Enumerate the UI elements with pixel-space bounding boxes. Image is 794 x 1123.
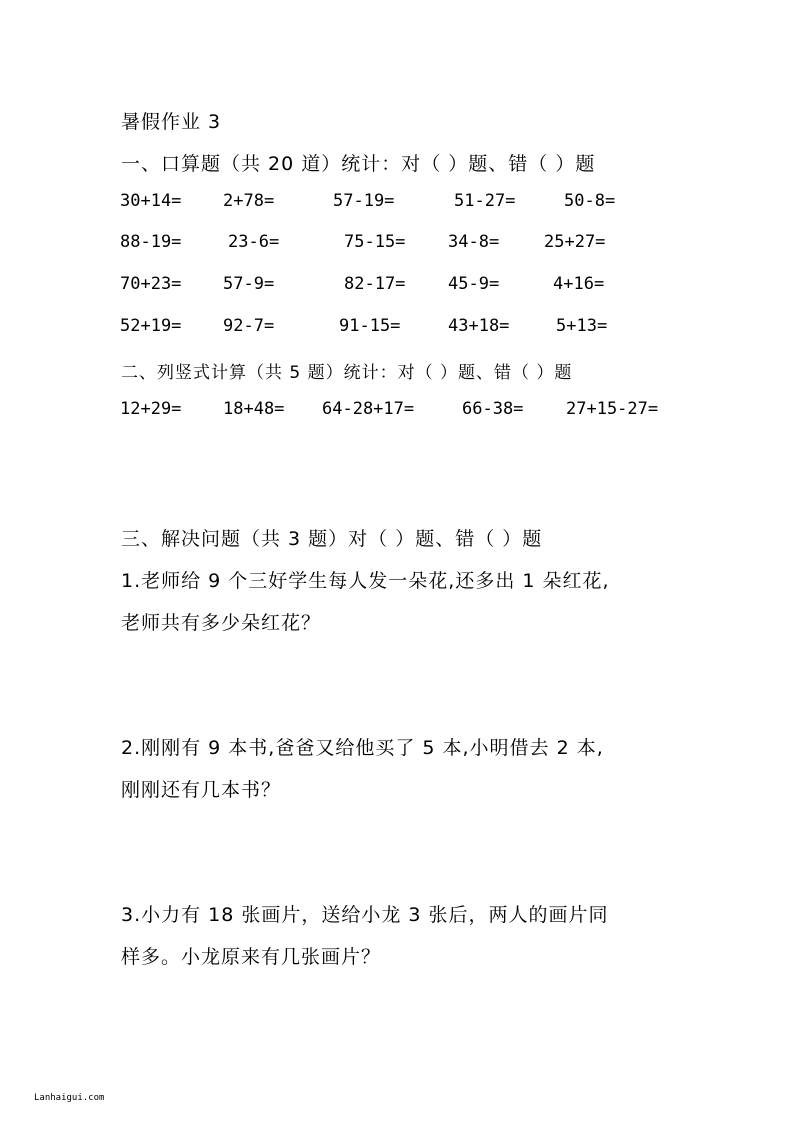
arithmetic-problem: 82-17= [344,274,406,294]
word-problem-text: 2.刚刚有 9 本书,爸爸又给他买了 5 本,小明借去 2 本, [121,737,604,759]
column-problem: 18+48= [223,399,285,419]
column-problem: 64-28+17= [322,399,415,419]
arithmetic-problem: 52+19= [120,316,182,336]
column-problem: 12+29= [120,399,182,419]
arithmetic-problem: 23-6= [228,232,280,252]
section1-heading: 一、口算题（共 20 道）统计：对（ ）题、错（ ）题 [121,153,596,175]
worksheet-title: 暑假作业 3 [121,111,222,133]
arithmetic-problem: 30+14= [120,191,182,211]
arithmetic-problem: 51-27= [454,191,516,211]
word-problem-text: 3.小力有 18 张画片，送给小龙 3 张后，两人的画片同 [121,904,609,926]
column-problem: 27+15-27= [566,399,659,419]
arithmetic-problem: 70+23= [120,274,182,294]
arithmetic-problem: 75-15= [344,232,406,252]
word-problem-text: 样多。小龙原来有几张画片？ [121,946,382,968]
footer-watermark: Lanhaigui.com [34,1093,105,1103]
arithmetic-problem: 25+27= [544,232,606,252]
arithmetic-problem: 5+13= [556,316,608,336]
arithmetic-problem: 92-7= [223,316,275,336]
column-problem: 66-38= [462,399,524,419]
arithmetic-problem: 45-9= [448,274,500,294]
arithmetic-problem: 57-9= [223,274,275,294]
word-problem-text: 老师共有多少朵红花？ [121,612,322,634]
arithmetic-problem: 50-8= [564,191,616,211]
section2-heading: 二、列竖式计算（共 5 题）统计：对（ ）题、错（ ）题 [121,363,573,383]
word-problem-text: 刚刚还有几本书？ [121,779,282,801]
arithmetic-problem: 88-19= [120,232,182,252]
arithmetic-problem: 43+18= [448,316,510,336]
arithmetic-problem: 57-19= [333,191,395,211]
arithmetic-problem: 2+78= [223,191,275,211]
section3-heading: 三、解决问题（共 3 题）对（ ）题、错（ ）题 [121,528,543,550]
word-problem-text: 1.老师给 9 个三好学生每人发一朵花,还多出 1 朵红花, [121,570,610,592]
arithmetic-problem: 34-8= [448,232,500,252]
arithmetic-problem: 91-15= [339,316,401,336]
arithmetic-problem: 4+16= [553,274,605,294]
